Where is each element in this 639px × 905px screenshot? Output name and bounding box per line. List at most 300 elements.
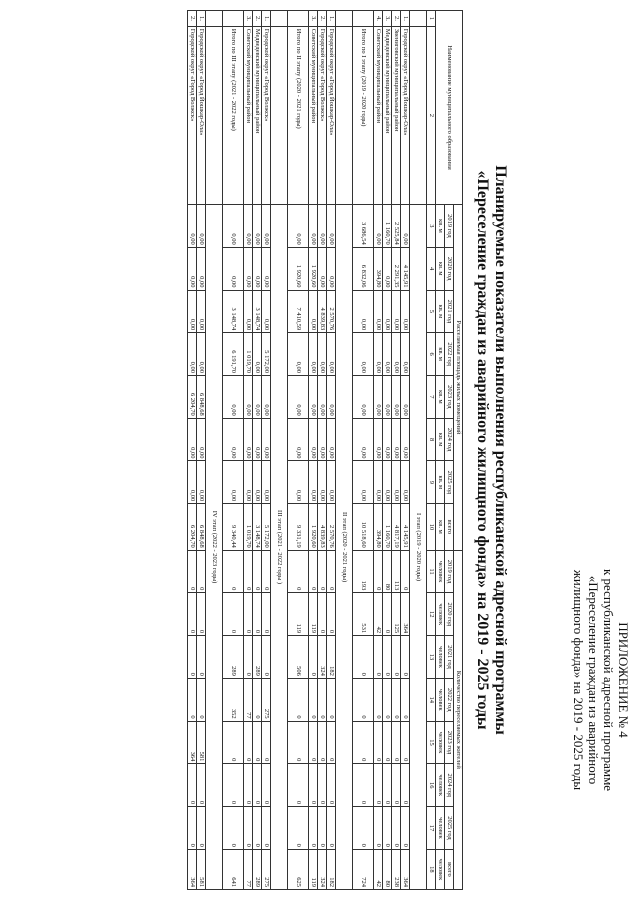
stage-label: I этап (2019 - 2020 годы)	[410, 205, 427, 890]
header-people-unit: человек	[436, 636, 445, 679]
header-col-number: 6	[427, 333, 436, 376]
header-col-number: 16	[427, 764, 436, 807]
people-value: 0	[383, 721, 392, 764]
header-people-year: 2021 год	[445, 636, 454, 679]
people-value: 0	[262, 636, 271, 679]
people-value: 0	[309, 807, 318, 850]
total-people-value: 641	[223, 849, 244, 889]
header-people-year: 2020 год	[445, 593, 454, 636]
area-value: 0,00	[318, 333, 327, 376]
people-value: 0	[392, 764, 401, 807]
stage-label: III этап (2021 - 2022 годы )	[271, 205, 288, 890]
area-value: 0,00	[244, 461, 253, 504]
area-value: 4 839,83	[318, 290, 327, 333]
total-area-value: 1 920,60	[288, 247, 309, 290]
indicators-table	[187, 10, 463, 890]
municipality-name: Советский муниципальный район	[374, 26, 383, 204]
people-value: 0	[253, 807, 262, 850]
area-value: 0,00	[253, 376, 262, 419]
total-people-value: 724	[353, 849, 374, 889]
header-col-number: 17	[427, 807, 436, 850]
people-value: 0	[188, 678, 197, 721]
title-line-2: «Переселение граждан из аварийного жилищного фонда» на 2019 - 2025 годы	[474, 170, 491, 730]
area-value: 0,00	[262, 461, 271, 504]
row-number: 4.	[374, 11, 383, 27]
people-value: 0	[244, 807, 253, 850]
row-number: 1.	[327, 11, 336, 27]
people-value: 0	[374, 678, 383, 721]
header-people-unit: человек	[436, 593, 445, 636]
table-row	[244, 11, 253, 890]
header-area-year: 2020 год	[445, 247, 454, 290]
header-people-year: 2023 год	[445, 721, 454, 764]
people-value: 0	[188, 593, 197, 636]
area-value: 0,00	[197, 205, 206, 248]
area-value: 0,00	[188, 418, 197, 461]
total-people-value: 0	[353, 678, 374, 721]
row-number: 2.	[318, 11, 327, 27]
people-value: 0	[383, 636, 392, 679]
total-area-value: 6 832,06	[353, 247, 374, 290]
table-row	[197, 11, 206, 890]
people-value: 581	[197, 721, 206, 764]
total-area-value: 9 331,19	[288, 504, 309, 550]
people-value: 0	[262, 550, 271, 593]
people-value: 0	[383, 764, 392, 807]
header-area-unit: кв. м	[436, 461, 445, 504]
table-row	[262, 11, 271, 890]
total-people-value: 0	[288, 678, 309, 721]
header-col-number: 14	[427, 678, 436, 721]
stage-total-label: Итого по II этапу (2020 - 2021 годы)	[288, 26, 309, 204]
document-title	[473, 80, 509, 820]
people-value: 0	[327, 764, 336, 807]
people-value: 0	[401, 636, 410, 679]
header-area-unit: кв. м	[436, 205, 445, 248]
row-number: 1.	[197, 11, 206, 27]
area-value: 0,00	[309, 290, 318, 333]
total-area-value: 0,00	[353, 376, 374, 419]
area-value: 1 920,60	[309, 504, 318, 550]
header-area-unit: кв. м	[436, 376, 445, 419]
row-number: 3.	[244, 11, 253, 27]
table-row	[401, 11, 410, 890]
people-value: 0	[318, 721, 327, 764]
people-value: 0	[318, 593, 327, 636]
header-area-year: 2021 год	[445, 290, 454, 333]
area-value: 0,00	[309, 205, 318, 248]
area-value: 0,00	[262, 376, 271, 419]
header-col-number: 5	[427, 290, 436, 333]
total-area-value: 7 410,59	[288, 290, 309, 333]
total-people-value: 0	[223, 721, 244, 764]
area-value: 1 019,70	[244, 504, 253, 550]
area-value: 2 570,76	[327, 504, 336, 550]
total-area-value: 0,00	[353, 461, 374, 504]
area-value: 0,00	[197, 461, 206, 504]
people-value: 113	[392, 550, 401, 593]
area-value: 4 817,19	[392, 504, 401, 550]
area-value: 0,00	[327, 333, 336, 376]
people-value: 0	[401, 764, 410, 807]
header-area-unit: кв. м	[436, 504, 445, 550]
table-row	[309, 11, 318, 890]
total-area-value: 9 340,44	[223, 504, 244, 550]
people-value: 77	[244, 849, 253, 889]
header-area-group: Расселяемая площадь жилых помещений	[454, 205, 463, 551]
area-value: 0,00	[262, 247, 271, 290]
row-number: 2.	[253, 11, 262, 27]
people-value: 0	[318, 764, 327, 807]
table-row	[253, 11, 262, 890]
table-row	[392, 11, 401, 890]
area-value: 0,00	[318, 247, 327, 290]
people-value: 238	[392, 849, 401, 889]
people-value: 0	[383, 593, 392, 636]
header-col-number: 1	[427, 11, 436, 27]
people-value: 0	[197, 807, 206, 850]
area-value: 0,00	[188, 333, 197, 376]
header-col-number: 13	[427, 636, 436, 679]
people-value: 80	[383, 849, 392, 889]
header-col-number: 7	[427, 376, 436, 419]
appendix-line-2: к республиканской адресной программе	[601, 568, 616, 792]
area-value: 0,00	[197, 290, 206, 333]
stage-total-label: Итого по I этапу (2019 - 2020 годы)	[353, 26, 374, 204]
total-area-value: 0,00	[288, 205, 309, 248]
area-value: 0,00	[318, 418, 327, 461]
title-line-1: Планируемые показатели выполнения республиканской адресной программы	[492, 165, 509, 735]
header-people-year: 2024 год	[445, 764, 454, 807]
header-col-number: 3	[427, 205, 436, 248]
appendix-line-1: ПРИЛОЖЕНИЕ № 4	[616, 622, 631, 738]
total-area-value: 3 148,74	[223, 290, 244, 333]
people-value: 0	[309, 636, 318, 679]
row-number: 1.	[401, 11, 410, 27]
header-people-unit: человек	[436, 807, 445, 850]
area-value: 0,00	[244, 247, 253, 290]
area-value: 0,00	[383, 247, 392, 290]
area-value: 3 148,74	[253, 504, 262, 550]
people-value: 0	[309, 764, 318, 807]
area-value: 0,00	[188, 205, 197, 248]
header-people-year: всего	[445, 849, 454, 889]
area-value: 0,00	[309, 376, 318, 419]
header-area-year: 2022 год	[445, 333, 454, 376]
total-area-value: 0,00	[353, 333, 374, 376]
area-value: 0,00	[392, 418, 401, 461]
area-value: 0,00	[383, 461, 392, 504]
people-value: 0	[309, 550, 318, 593]
people-value: 0	[188, 636, 197, 679]
area-value: 0,00	[374, 205, 383, 248]
municipality-name: Городской округ «Город Йошкар-Ола»	[327, 26, 336, 204]
table-row	[318, 11, 327, 890]
people-value: 119	[309, 849, 318, 889]
area-value: 0,00	[188, 461, 197, 504]
row-number: 3.	[383, 11, 392, 27]
municipality-name: Медведевский муниципальный район	[253, 26, 262, 204]
people-value: 324	[318, 636, 327, 679]
municipality-name: Советский муниципальный район	[309, 26, 318, 204]
area-value: 1 920,60	[309, 247, 318, 290]
row-number: 2.	[392, 11, 401, 27]
stage-label: IV этап (2022 - 2023 годы)	[206, 205, 223, 890]
area-value: 0,00	[253, 418, 262, 461]
people-value: 0	[253, 764, 262, 807]
municipality-name: Медведевский муниципальный район	[383, 26, 392, 204]
municipality-name: Звениговский муниципальный район	[392, 26, 401, 204]
people-value: 0	[327, 678, 336, 721]
people-value: 0	[197, 678, 206, 721]
area-value: 0,00	[262, 205, 271, 248]
area-value: 0,00	[309, 461, 318, 504]
header-col-number: 12	[427, 593, 436, 636]
people-value: 182	[327, 849, 336, 889]
header-col-number: 10	[427, 504, 436, 550]
people-value: 0	[197, 550, 206, 593]
area-value: 0,00	[392, 290, 401, 333]
total-area-value: 0,00	[353, 418, 374, 461]
area-value: 0,00	[253, 461, 262, 504]
people-value: 0	[392, 636, 401, 679]
header-area-year: 2025 год	[445, 461, 454, 504]
stage-label: II этап (2020 - 2021 годы)	[336, 205, 353, 890]
total-area-value: 0,00	[223, 418, 244, 461]
people-value: 289	[253, 636, 262, 679]
table-row	[374, 11, 383, 890]
area-value: 4 145,91	[401, 247, 410, 290]
area-value: 394,80	[374, 504, 383, 550]
total-area-value: 0,00	[223, 247, 244, 290]
people-value: 275	[262, 678, 271, 721]
people-value: 0	[374, 550, 383, 593]
total-area-value: 0,00	[288, 418, 309, 461]
total-people-value: 0	[223, 550, 244, 593]
appendix-line-3: «Переселение граждан из аварийного	[586, 575, 601, 785]
area-value: 394,80	[374, 247, 383, 290]
area-value: 0,00	[401, 205, 410, 248]
header-people-year: 2019 год	[445, 550, 454, 593]
area-value: 4 145,91	[401, 504, 410, 550]
total-people-value: 119	[288, 593, 309, 636]
total-people-value: 0	[288, 807, 309, 850]
total-area-value: 0,00	[288, 333, 309, 376]
people-value: 182	[327, 636, 336, 679]
people-value: 0	[374, 807, 383, 850]
people-value: 0	[197, 636, 206, 679]
people-value: 364	[401, 849, 410, 889]
area-value: 0,00	[318, 205, 327, 248]
people-value: 0	[318, 550, 327, 593]
area-value: 5 172,00	[262, 504, 271, 550]
header-area-year: 2019 год	[445, 205, 454, 248]
header-col-number: 18	[427, 849, 436, 889]
area-value: 1 019,70	[244, 333, 253, 376]
area-value: 0,00	[401, 290, 410, 333]
area-value: 0,00	[188, 247, 197, 290]
people-value: 119	[309, 593, 318, 636]
area-value: 0,00	[244, 376, 253, 419]
people-value: 0	[374, 636, 383, 679]
stage-total-row	[223, 11, 244, 890]
row-number: 1.	[262, 11, 271, 27]
area-value: 0,00	[383, 290, 392, 333]
people-value: 0	[309, 721, 318, 764]
municipality-name: Городской округ «Город Йошкар-Ола»	[197, 26, 206, 204]
people-value: 0	[262, 764, 271, 807]
area-value: 0,00	[197, 247, 206, 290]
appendix-note	[571, 500, 631, 860]
area-value: 0,00	[253, 333, 262, 376]
area-value: 2 570,76	[327, 290, 336, 333]
area-value: 0,00	[188, 290, 197, 333]
people-value: 0	[244, 550, 253, 593]
people-value: 324	[318, 849, 327, 889]
area-value: 3 148,74	[253, 290, 262, 333]
area-value: 0,00	[401, 418, 410, 461]
area-value: 0,00	[262, 290, 271, 333]
area-value: 1 160,70	[383, 205, 392, 248]
people-value: 275	[262, 849, 271, 889]
people-value: 0	[262, 807, 271, 850]
people-value: 0	[262, 593, 271, 636]
people-value: 0	[327, 550, 336, 593]
header-area-year: 2023 год	[445, 376, 454, 419]
area-value: 0,00	[327, 461, 336, 504]
people-value: 0	[401, 721, 410, 764]
stage-total-label: Итого по III этапу (2021 - 2022 годы)	[223, 26, 244, 204]
municipality-name: Городской округ «Город Волжск»	[262, 26, 271, 204]
people-value: 0	[244, 636, 253, 679]
area-value: 0,00	[327, 376, 336, 419]
people-value: 0	[401, 678, 410, 721]
total-people-value: 0	[353, 721, 374, 764]
area-value: 0,00	[392, 461, 401, 504]
area-value: 0,00	[318, 461, 327, 504]
people-value: 77	[244, 678, 253, 721]
row-number: 3.	[309, 11, 318, 27]
header-col-number: 4	[427, 247, 436, 290]
area-value: 0,00	[253, 205, 262, 248]
people-value: 0	[401, 807, 410, 850]
header-area-year: всего	[445, 504, 454, 550]
row-number: 2.	[188, 11, 197, 27]
municipality-name: Городской округ «Город Волжск»	[188, 26, 197, 204]
people-value: 364	[188, 849, 197, 889]
people-value: 0	[383, 807, 392, 850]
area-value: 6 204,70	[188, 376, 197, 419]
total-people-value: 352	[223, 678, 244, 721]
total-people-value: 0	[353, 807, 374, 850]
people-value: 0	[327, 721, 336, 764]
area-value: 6 848,68	[197, 504, 206, 550]
area-value: 0,00	[374, 461, 383, 504]
people-value: 0	[309, 678, 318, 721]
area-value: 0,00	[262, 418, 271, 461]
table-row	[327, 11, 336, 890]
total-area-value: 0,00	[223, 461, 244, 504]
header-col-number: 8	[427, 418, 436, 461]
people-value: 0	[327, 807, 336, 850]
header-people-unit: человек	[436, 849, 445, 889]
people-value: 42	[374, 849, 383, 889]
people-value: 80	[383, 550, 392, 593]
area-value: 0,00	[244, 290, 253, 333]
header-col-number: 2	[427, 26, 436, 204]
area-value: 0,00	[383, 376, 392, 419]
area-value: 6 204,70	[188, 504, 197, 550]
people-value: 0	[318, 678, 327, 721]
people-value: 0	[197, 764, 206, 807]
header-area-year: 2024 год	[445, 418, 454, 461]
area-value: 5 172,00	[262, 333, 271, 376]
total-people-value: 0	[223, 807, 244, 850]
area-value: 0,00	[392, 376, 401, 419]
header-col-number: 11	[427, 550, 436, 593]
total-area-value: 0,00	[223, 205, 244, 248]
people-value: 0	[253, 721, 262, 764]
total-area-value: 0,00	[288, 461, 309, 504]
stage-total-row	[353, 11, 374, 890]
area-value: 0,00	[401, 333, 410, 376]
total-people-value: 506	[288, 636, 309, 679]
people-value: 0	[401, 550, 410, 593]
area-value: 0,00	[327, 247, 336, 290]
people-value: 0	[327, 593, 336, 636]
people-value: 42	[374, 593, 383, 636]
area-value: 0,00	[374, 418, 383, 461]
area-value: 0,00	[197, 418, 206, 461]
area-value: 0,00	[383, 418, 392, 461]
people-value: 0	[374, 721, 383, 764]
area-value: 0,00	[197, 333, 206, 376]
total-people-value: 0	[353, 764, 374, 807]
total-area-value: 0,00	[223, 376, 244, 419]
header-area-unit: кв. м	[436, 290, 445, 333]
people-value: 0	[318, 807, 327, 850]
area-value: 0,00	[374, 290, 383, 333]
people-value: 0	[392, 807, 401, 850]
total-people-value: 0	[288, 721, 309, 764]
header-area-unit: кв. м	[436, 418, 445, 461]
area-value: 0,00	[383, 333, 392, 376]
area-value: 0,00	[401, 376, 410, 419]
header-people-unit: человек	[436, 721, 445, 764]
area-value: 2 525,84	[392, 205, 401, 248]
stage-total-row	[288, 11, 309, 890]
people-value: 0	[244, 593, 253, 636]
people-value: 125	[392, 593, 401, 636]
people-value: 0	[262, 721, 271, 764]
area-value: 6 848,68	[197, 376, 206, 419]
area-value: 0,00	[318, 376, 327, 419]
header-people-unit: человек	[436, 764, 445, 807]
header-people-year: 2022 год	[445, 678, 454, 721]
people-value: 364	[401, 593, 410, 636]
people-value: 0	[374, 764, 383, 807]
header-people-year: 2025 год	[445, 807, 454, 850]
people-value: 0	[392, 721, 401, 764]
header-people-group: Количество переселяемых жителей	[454, 550, 463, 889]
header-area-unit: кв. м	[436, 333, 445, 376]
total-people-value: 0	[288, 550, 309, 593]
area-value: 0,00	[327, 418, 336, 461]
area-value: 0,00	[309, 418, 318, 461]
header-name: Наименование муниципального образования	[436, 11, 463, 205]
header-col-number: 9	[427, 461, 436, 504]
header-col-number: 15	[427, 721, 436, 764]
